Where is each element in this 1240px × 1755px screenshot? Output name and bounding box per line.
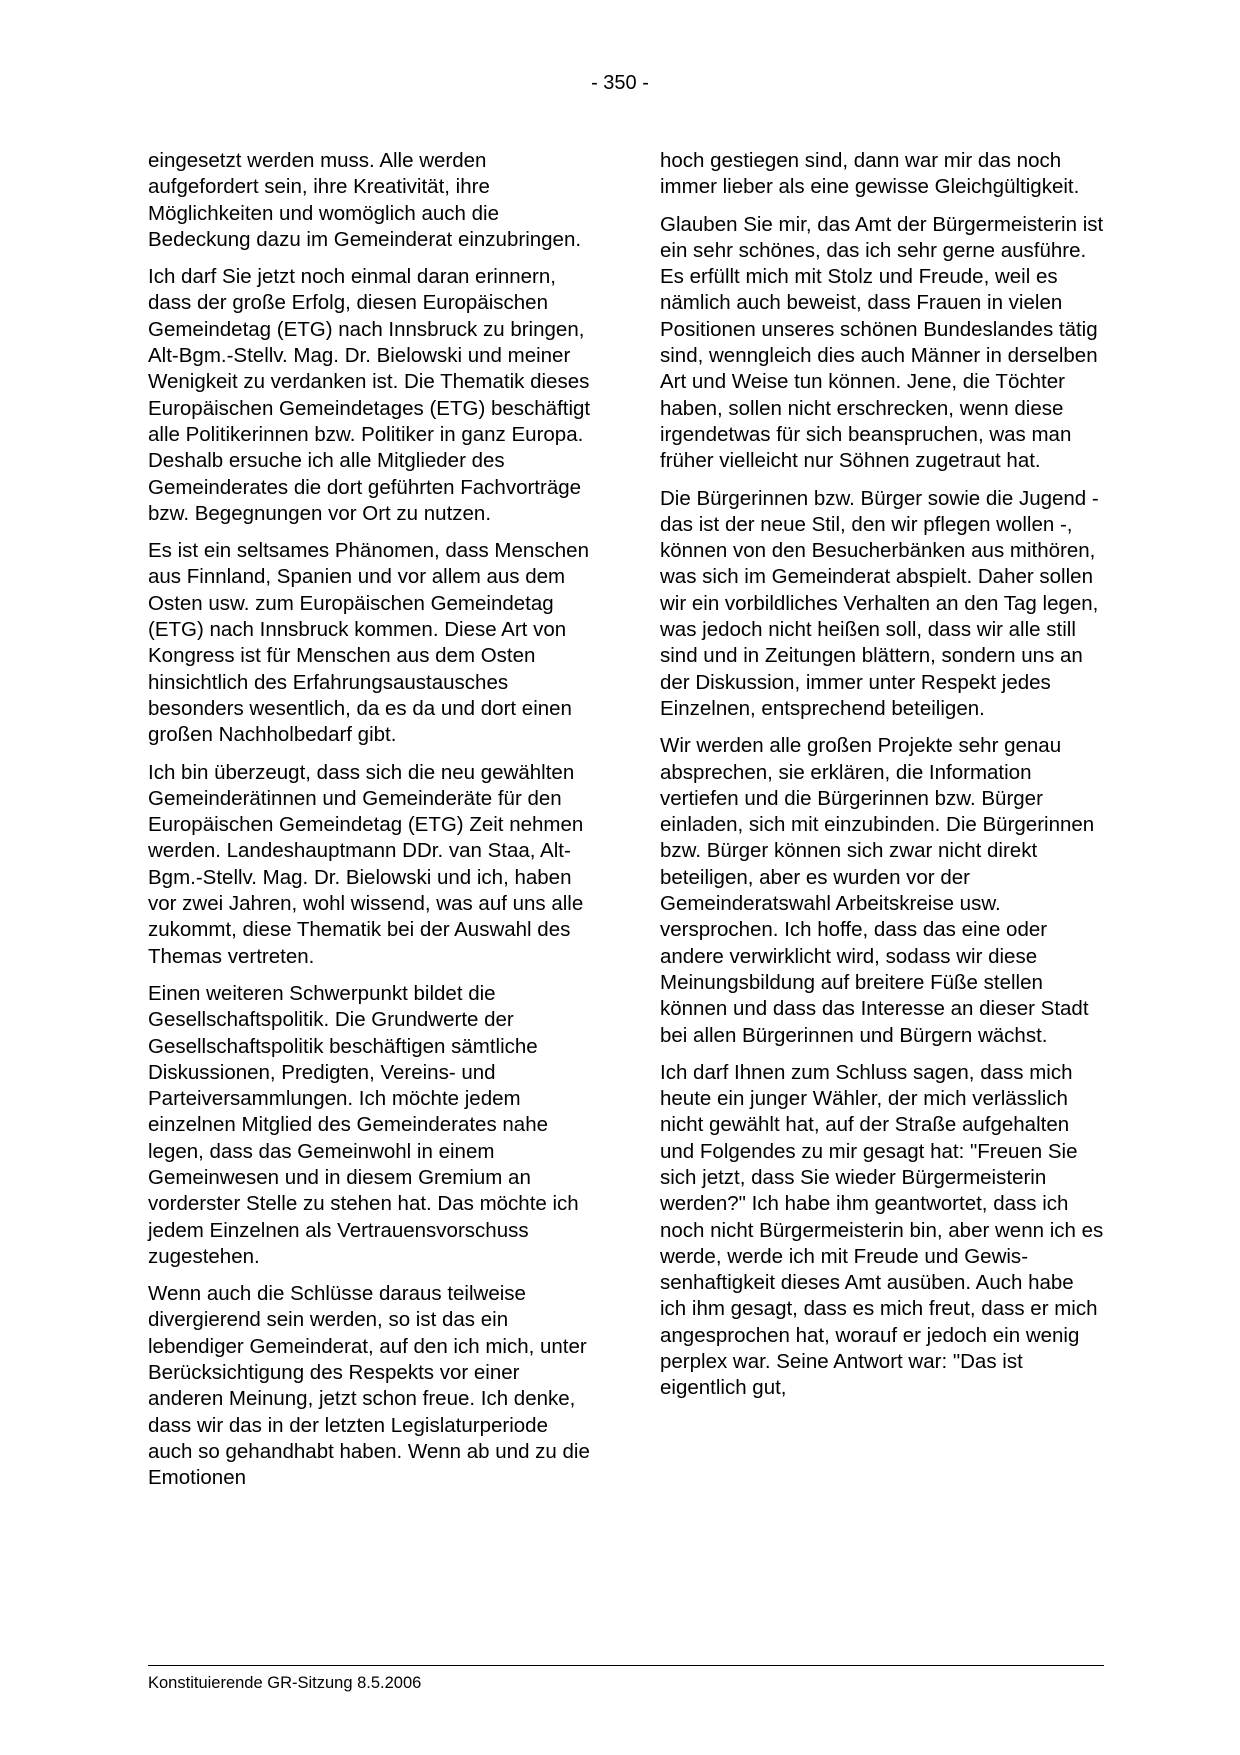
left-column — [148, 148, 593, 1503]
paragraph: Wenn auch die Schlüsse daraus teilweise divergierend sein werden, so ist das ein lebendiger Gemeinderat, auf den ich mich, unter Berücksichtigung des Respekts vor einer anderen Meinung, jetzt schon freue. Ich denke, dass wir das in der letzten Legislaturperiode auch so gehandhabt haben. Wenn ab und zu die Emotionen — [148, 1282, 590, 1490]
paragraph: Ich darf Ihnen zum Schluss sagen, dass mich heute ein junger Wähler, der mich verlässlich nicht gewählt hat, auf der Straße aufgehalten und Folgendes zu mir gesagt hat: "Freuen Sie sich jetzt, dass Sie wieder Bürgermeisterin werden?" Ich habe ihm geantwortet, dass ich noch nicht Bürgermeisterin bin, aber wenn ich es werde, werde ich mit Freude und Gewissenhaftigkeit dieses Amt ausüben. Auch habe ich ihm gesagt, dass es mich freut, dass er mich angesprochen hat, worauf er jedoch ein wenig perplex war. Seine Antwort war: "Das ist eigentlich gut, — [660, 1060, 1104, 1400]
paragraph: Wir werden alle großen Projekte sehr genau absprechen, sie erklären, die Information vertiefen und die Bürgerinnen bzw. Bürger einladen, sich mit einzubinden. Die Bürgerinnen bzw. Bürger können sich zwar nicht direkt beteiligen, aber es wurden vor der Gemeinderatswahl Arbeitskreise usw. versprochen. Ich hoffe, dass das eine oder andere verwirklicht wird, sodass wir diese Meinungsbildung auf breitere Füße stellen können und dass das Interesse an dieser Stadt bei allen Bürgerinnen und Bürgern wächst. — [660, 734, 1095, 1047]
page-number: - 350 - — [591, 72, 649, 94]
paragraph: hoch gestiegen sind, dann war mir das noch immer lieber als eine gewisse Gleichgültigkeit. — [660, 149, 1080, 199]
paragraph: Die Bürgerinnen bzw. Bürger sowie die Jugend - das ist der neue Stil, den wir pflegen wollen -, können von den Besucherbänken aus mithören, was sich im Gemeinderat abspielt. Daher sollen wir ein vorbildliches Verhalten an den Tag legen, was jedoch nicht heißen soll, dass wir alle still sind und in Zeitungen blättern, sondern uns an der Diskussion, immer unter Respekt jedes Einzelnen, entsprechend beteiligen. — [660, 486, 1099, 720]
footer-divider — [148, 1665, 1104, 1666]
paragraph: eingesetzt werden muss. Alle werden aufgefordert sein, ihre Kreativität, ihre Möglichkeiten und womöglich auch die Bedeckung dazu im Gemeinderat einzubringen. — [148, 149, 582, 251]
paragraph: Ich bin überzeugt, dass sich die neu gewählten Gemeinderätinnen und Gemeinderäte für den Europäischen Gemeindetag (ETG) Zeit nehmen werden. Landeshauptmann DDr. van Staa, Alt-Bgm.-Stellv. Mag. Dr. Bielowski und ich, haben vor zwei Jahren, wohl wissend, was auf uns alle zukommt, diese Thematik bei der Auswahl des Themas vertreten. — [148, 760, 584, 968]
paragraph: Glauben Sie mir, das Amt der Bürgermeisterin ist ein sehr schönes, das ich sehr gerne ausführe. Es erfüllt mich mit Stolz und Freude, weil es nämlich auch beweist, dass Frauen in vielen Positionen unseres schönen Bundeslandes tätig sind, wenngleich dies auch Männer in derselben Art und Weise tun können. Jene, die Töchter haben, sollen nicht erschrecken, wenn diese irgendetwas für sich beanspruchen, was man früher vielleicht nur Söhnen zugetraut hat. — [660, 212, 1104, 473]
right-column — [660, 148, 1105, 1413]
paragraph: Es ist ein seltsames Phänomen, dass Menschen aus Finnland, Spanien und vor allem aus dem Osten usw. zum Europäischen Gemeindetag (ETG) nach Innsbruck kommen. Diese Art von Kongress ist für Menschen aus dem Osten hinsichtlich des Erfahrungsaustausches besonders wesentlich, da es da und dort einen großen Nachholbedarf gibt. — [148, 539, 589, 747]
footer-text: Konstituierende GR-Sitzung 8.5.2006 — [148, 1674, 422, 1692]
paragraph: Ich darf Sie jetzt noch einmal daran erinnern, dass der große Erfolg, diesen Europäischen Gemeindetag (ETG) nach Innsbruck zu bringen, Alt-Bgm.-Stellv. Mag. Dr. Bielowski und meiner Wenigkeit zu verdanken ist. Die Thematik dieses Europäischen Gemeindetages (ETG) beschäftigt alle Politikerinnen bzw. Politiker in ganz Europa. Deshalb ersuche ich alle Mitglieder des Gemeinderates die dort geführten Fachvorträge bzw. Begegnungen vor Ort zu nutzen. — [148, 265, 591, 525]
paragraph: Einen weiteren Schwerpunkt bildet die Gesellschaftspolitik. Die Grundwerte der Gesellschaftspolitik beschäftigen sämtliche Diskussionen, Predigten, Vereins- und Parteiversammlungen. Ich möchte jedem einzelnen Mitglied des Gemeinderates nahe legen, dass das Gemeinwohl in einem Gemeinwesen und in diesem Gremium an vorderster Stelle zu stehen hat. Das möchte ich jedem Einzelnen als Vertrauensvorschuss zugestehen. — [148, 981, 579, 1268]
